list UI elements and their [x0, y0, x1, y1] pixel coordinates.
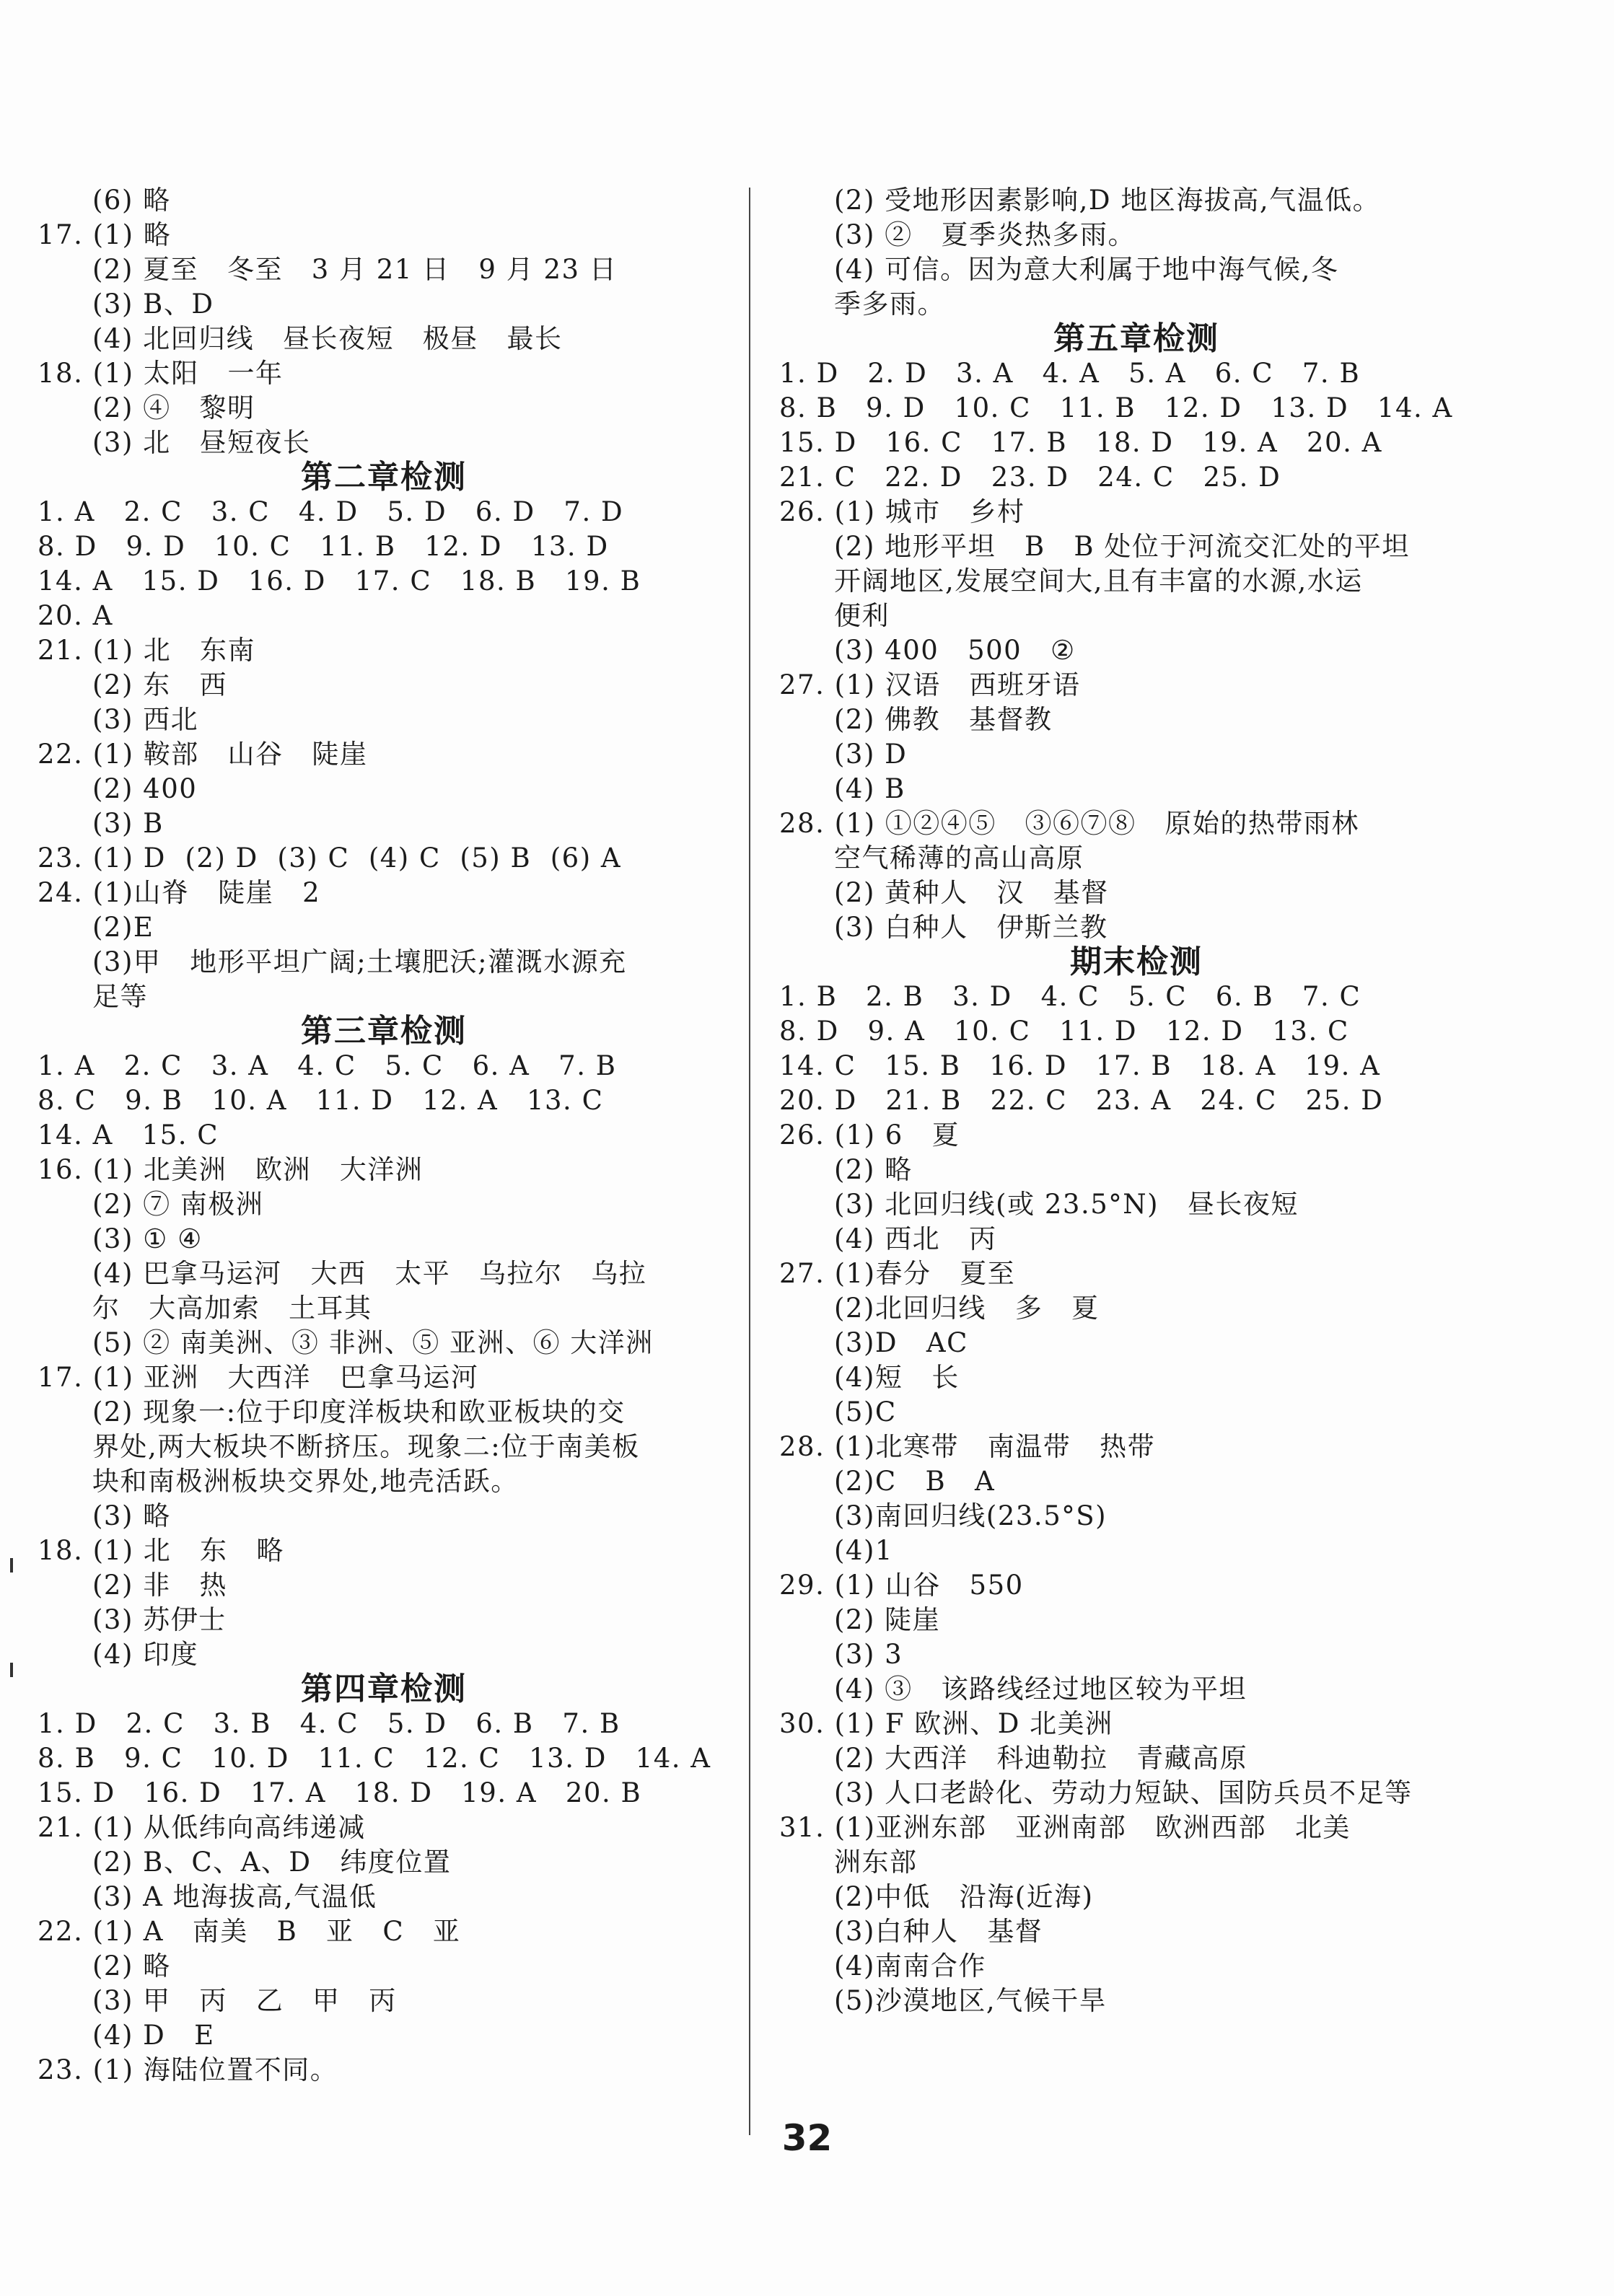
answer-line: 开阔地区,发展空间大,且有丰富的水源,水运	[834, 566, 1363, 597]
answer-line: (4) 西北 丙	[834, 1223, 997, 1254]
answer-line: 14. C 15. B 16. D 17. B 18. A 19. A	[779, 1050, 1381, 1081]
answer-line: 17. (1) 亚洲 大西洋 巴拿马运河	[38, 1362, 479, 1393]
answer-line: (3) ① ④	[92, 1223, 203, 1254]
answer-line: (4) ③ 该路线经过地区较为平坦	[834, 1673, 1247, 1705]
answer-line: 1. A 2. C 3. C 4. D 5. D 6. D 7. D	[38, 496, 624, 527]
answer-line: 28. (1) ①②④⑤ ③⑥⑦⑧ 原始的热带雨林	[779, 808, 1359, 839]
answer-line: 18. (1) 太阳 一年	[38, 358, 284, 389]
answer-line: (5) ② 南美洲、③ 非洲、⑤ 亚洲、⑥ 大洋洲	[92, 1327, 654, 1358]
answer-line: (3) B	[92, 808, 164, 839]
answer-line: 21. (1) 从低纬向高纬递减	[38, 1812, 366, 1843]
answer-line: 21. (1) 北 东南	[38, 635, 256, 666]
answer-line: 23. (1) D (2) D (3) C (4) C (5) B (6) A	[38, 843, 622, 874]
answer-line: 14. A 15. D 16. D 17. C 18. B 19. B	[38, 566, 641, 597]
answer-line: 23. (1) 海陆位置不同。	[38, 2054, 338, 2085]
answer-line: (3)白种人 基督	[834, 1916, 1043, 1947]
answer-line: 27. (1)春分 夏至	[779, 1258, 1016, 1289]
answer-line: (2)北回归线 多 夏	[834, 1293, 1100, 1324]
answer-line: (4) D E	[92, 2020, 215, 2051]
answer-line: (4)1	[834, 1535, 893, 1566]
answer-line: 29. (1) 山谷 550	[779, 1570, 1024, 1601]
answer-line: (3) 3	[834, 1639, 903, 1670]
answer-line: 20. D 21. B 22. C 23. A 24. C 25. D	[779, 1085, 1384, 1116]
column-divider	[749, 188, 750, 2135]
section-heading: 第二章检测	[301, 459, 467, 496]
answer-line: 1. A 2. C 3. A 4. C 5. C 6. A 7. B	[38, 1050, 617, 1081]
answer-line: 8. D 9. D 10. C 11. B 12. D 13. D	[38, 531, 609, 562]
section-heading: 第五章检测	[1053, 320, 1219, 357]
answer-line: 8. D 9. A 10. C 11. D 12. D 13. C	[779, 1016, 1349, 1047]
answer-line: 15. D 16. C 17. B 18. D 19. A 20. A	[779, 427, 1382, 458]
answer-line: (3) 白种人 伊斯兰教	[834, 912, 1108, 943]
answer-line: 16. (1) 北美洲 欧洲 大洋洲	[38, 1154, 424, 1185]
scan-mark	[10, 1663, 13, 1677]
answer-line: 26. (1) 6 夏	[779, 1120, 960, 1151]
answer-line: 26. (1) 城市 乡村	[779, 496, 1025, 527]
answer-line: (5)C	[834, 1396, 897, 1428]
answer-line: 季多雨。	[834, 289, 945, 320]
answer-line: 31. (1)亚洲东部 亚洲南部 欧洲西部 北美	[779, 1812, 1351, 1843]
answer-line: 22. (1) A 南美 B 亚 C 亚	[38, 1916, 461, 1947]
answer-line: (3)甲 地形平坦广阔;土壤肥沃;灌溉水源充	[92, 946, 627, 977]
answer-line: 空气稀薄的高山高原	[834, 843, 1084, 874]
answer-line: (4)短 长	[834, 1362, 960, 1393]
answer-line: (2)中低 沿海(近海)	[834, 1881, 1094, 1912]
page-number: 32	[781, 2117, 833, 2159]
answer-line: 28. (1)北寒带 南温带 热带	[779, 1431, 1156, 1462]
answer-line: (2) 略	[92, 1950, 171, 1981]
scan-mark	[10, 1558, 13, 1573]
answer-line: 1. D 2. D 3. A 4. A 5. A 6. C 7. B	[779, 358, 1361, 389]
answer-line: (4) 北回归线 昼长夜短 极昼 最长	[92, 323, 563, 354]
answer-line: 足等	[92, 981, 148, 1012]
answer-line: 8. B 9. C 10. D 11. C 12. C 13. D 14. A	[38, 1743, 711, 1774]
answer-line: (6) 略	[92, 185, 171, 216]
answer-line: 20. A	[38, 600, 113, 631]
answer-line: (2) 400	[92, 773, 198, 804]
answer-line: (4) 可信。因为意大利属于地中海气候,冬	[834, 254, 1339, 285]
answer-line: 30. (1) F 欧洲、D 北美洲	[779, 1708, 1113, 1739]
answer-line: (3) B、D	[92, 289, 214, 320]
answer-line: 21. C 22. D 23. D 24. C 25. D	[779, 462, 1281, 493]
answer-line: (2) 现象一:位于印度洋板块和欧亚板块的交	[92, 1396, 626, 1428]
answer-line: 18. (1) 北 东 略	[38, 1535, 284, 1566]
answer-line: (4)南南合作	[834, 1950, 986, 1981]
answer-line: 27. (1) 汉语 西班牙语	[779, 669, 1081, 700]
answer-line: 8. B 9. D 10. C 11. B 12. D 13. D 14. A	[779, 392, 1453, 423]
answer-line: (4) 巴拿马运河 大西 太平 乌拉尔 乌拉	[92, 1258, 647, 1289]
answer-line: (3)D AC	[834, 1327, 968, 1358]
answer-line: (2) 大西洋 科迪勒拉 青藏高原	[834, 1743, 1248, 1774]
answer-line: (3) 人口老龄化、劳动力短缺、国防兵员不足等	[834, 1777, 1413, 1808]
answer-line: (3) 略	[92, 1500, 171, 1531]
answer-line: 1. B 2. B 3. D 4. C 5. C 6. B 7. C	[779, 981, 1361, 1012]
answer-line: 24. (1)山脊 陡崖 2	[38, 877, 321, 908]
answer-line: 8. C 9. B 10. A 11. D 12. A 13. C	[38, 1085, 604, 1116]
answer-line: (4) 印度	[92, 1639, 199, 1670]
answer-line: (3) 西北	[92, 704, 199, 735]
answer-line: 17. (1) 略	[38, 219, 172, 250]
answer-line: (2) ④ 黎明	[92, 392, 255, 423]
answer-line: 14. A 15. C	[38, 1120, 219, 1151]
section-heading: 第三章检测	[301, 1013, 467, 1050]
answer-line: 尔 大高加索 土耳其	[92, 1293, 372, 1324]
answer-line: 便利	[834, 600, 890, 631]
answer-line: (2) ⑦ 南极洲	[92, 1189, 264, 1220]
answer-line: (2) 黄种人 汉 基督	[834, 877, 1109, 908]
answer-line: (2) 略	[834, 1154, 913, 1185]
answer-line: (2)E	[92, 912, 154, 943]
answer-line: (3) 苏伊士	[92, 1604, 227, 1635]
answer-line: (3) D	[834, 739, 908, 770]
answer-line: (2) 佛教 基督教	[834, 704, 1053, 735]
answer-line: (2) 地形平坦 B B 处位于河流交汇处的平坦	[834, 531, 1410, 562]
answer-line: (3) ② 夏季炎热多雨。	[834, 219, 1136, 250]
section-heading: 第四章检测	[301, 1671, 467, 1707]
answer-line: (2) 受地形因素影响,D 地区海拔高,气温低。	[834, 185, 1381, 216]
answer-line: (3)南回归线(23.5°S)	[834, 1500, 1108, 1531]
answer-line: (2) 陡崖	[834, 1604, 941, 1635]
answer-line: (2) B、C、A、D 纬度位置	[92, 1847, 452, 1878]
answer-line: (3) A 地海拔高,气温低	[92, 1881, 377, 1912]
answer-line: (5)沙漠地区,气候干旱	[834, 1985, 1108, 2016]
answer-line: 1. D 2. C 3. B 4. C 5. D 6. B 7. B	[38, 1708, 620, 1739]
answer-line: (3) 甲 丙 乙 甲 丙	[92, 1985, 397, 2016]
answer-line: (3) 400 500 ②	[834, 635, 1076, 666]
section-heading: 期末检测	[1070, 944, 1203, 980]
answer-line: (3) 北回归线(或 23.5°N) 昼长夜短	[834, 1189, 1299, 1220]
answer-line: 22. (1) 鞍部 山谷 陡崖	[38, 739, 368, 770]
answer-line: 15. D 16. D 17. A 18. D 19. A 20. B	[38, 1777, 642, 1808]
answer-line: (2)C B A	[834, 1466, 996, 1497]
answer-line: (2) 非 热	[92, 1570, 227, 1601]
answer-line: 界处,两大板块不断挤压。现象二:位于南美板	[92, 1431, 640, 1462]
answer-line: (2) 夏至 冬至 3 月 21 日 9 月 23 日	[92, 254, 618, 285]
answer-line: (2) 东 西	[92, 669, 227, 700]
answer-line: 块和南极洲板块交界处,地壳活跃。	[92, 1466, 519, 1497]
answer-line: 洲东部	[834, 1847, 918, 1878]
answer-line: (4) B	[834, 773, 905, 804]
answer-line: (3) 北 昼短夜长	[92, 427, 311, 458]
